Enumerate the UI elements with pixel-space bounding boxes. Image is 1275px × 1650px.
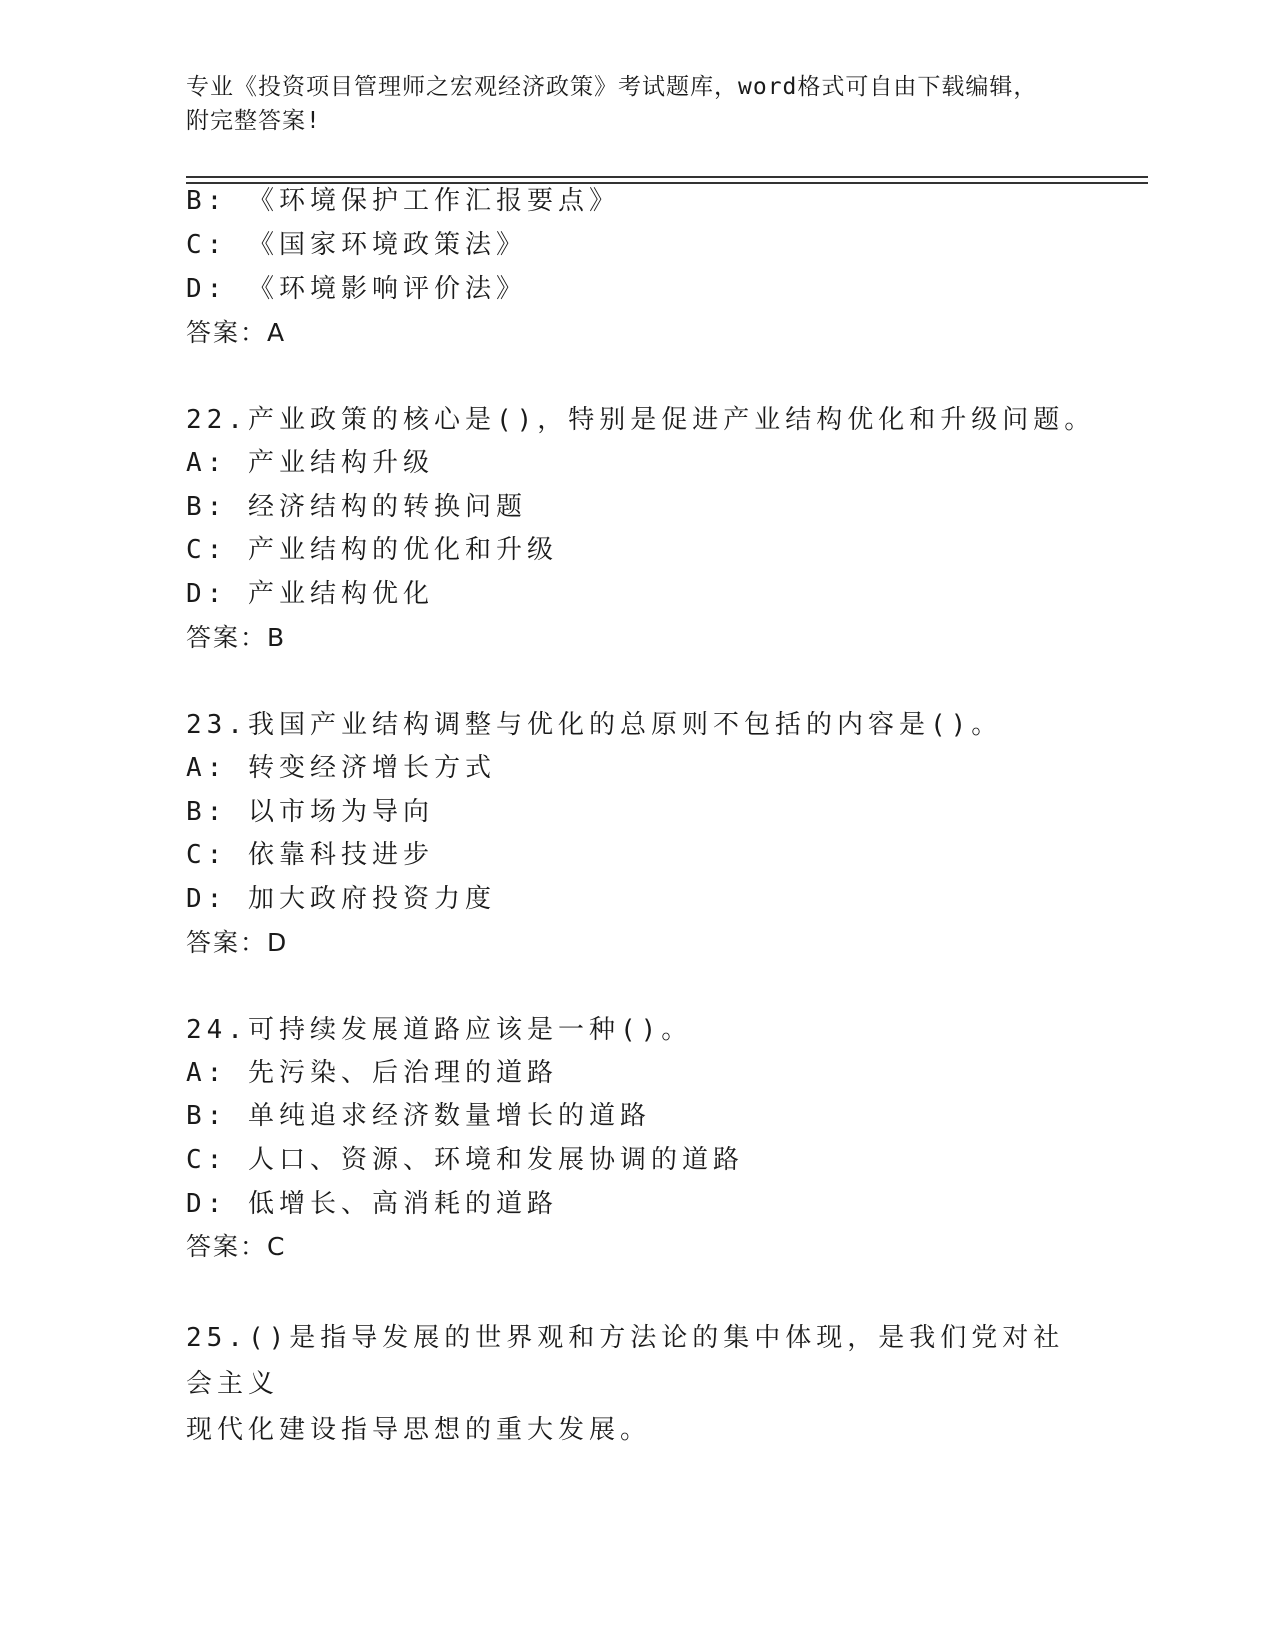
header-rule-top (186, 176, 1148, 178)
q22-stem: 22.产业政策的核心是()，特别是促进产业结构优化和升级问题。 (186, 405, 1096, 435)
header-line-1: 专业《投资项目管理师之宏观经济政策》考试题库，word格式可自由下载编辑， (186, 74, 1038, 100)
q24-stem: 24.可持续发展道路应该是一种()。 (186, 1015, 693, 1045)
q24-answer: 答案：C (186, 1232, 287, 1261)
q25-stem-line-2: 现代化建设指导思想的重大发展。 (186, 1415, 652, 1445)
q23-option-a: A: 转变经济增长方式 (186, 753, 496, 783)
q23-answer: 答案：D (186, 928, 289, 957)
q22-option-b: B: 经济结构的转换问题 (186, 492, 527, 522)
q22-answer: 答案：B (186, 623, 287, 652)
q22-option-c: C: 产业结构的优化和升级 (186, 535, 558, 565)
document-header (186, 70, 1086, 138)
q21-answer: 答案：A (186, 318, 287, 347)
q21-option-b: B: 《环境保护工作汇报要点》 (186, 186, 620, 216)
q23-option-c: C: 依靠科技进步 (186, 840, 434, 870)
q21-option-d: D: 《环境影响评价法》 (186, 274, 527, 304)
q24-option-d: D: 低增长、高消耗的道路 (186, 1189, 558, 1219)
q22-option-d: D: 产业结构优化 (186, 579, 434, 609)
q22-option-a: A: 产业结构升级 (186, 448, 434, 478)
q23-option-b: B: 以市场为导向 (186, 797, 434, 827)
q21-option-c: C: 《国家环境政策法》 (186, 230, 527, 260)
q24-option-c: C: 人口、资源、环境和发展协调的道路 (186, 1145, 744, 1175)
header-line-2: 附完整答案! (186, 108, 321, 134)
q23-option-d: D: 加大政府投资力度 (186, 884, 496, 914)
q24-option-a: A: 先污染、后治理的道路 (186, 1058, 558, 1088)
q25-stem-line-1: 25.()是指导发展的世界观和方法论的集中体现，是我们党对社会主义 (186, 1323, 1065, 1399)
q23-stem: 23.我国产业结构调整与优化的总原则不包括的内容是()。 (186, 710, 1003, 740)
q24-option-b: B: 单纯追求经济数量增长的道路 (186, 1101, 651, 1131)
q25-stem (186, 1315, 1076, 1453)
